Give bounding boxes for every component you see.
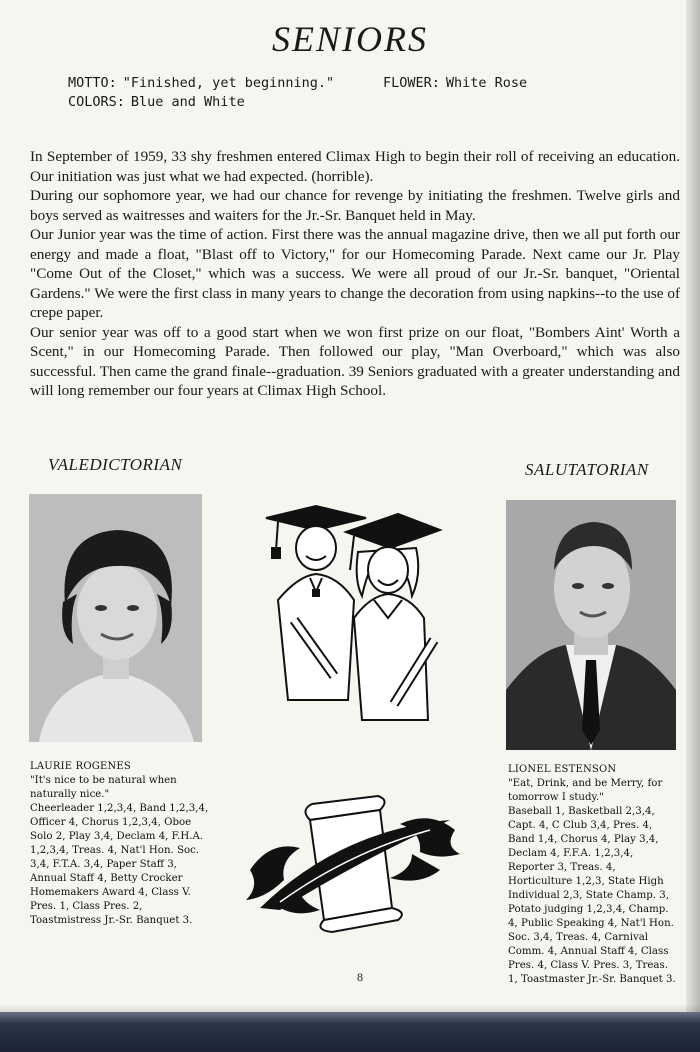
page-title: SENIORS (272, 19, 428, 59)
diploma-illustration (240, 790, 465, 940)
valedictorian-bio (30, 760, 210, 928)
class-history (30, 147, 680, 401)
colors-text: Blue and White (130, 94, 245, 110)
history-paragraph: Our senior year was off to a good start when we won first prize on our float, "Bombers Aint' Worth a Scent," in our Homecoming Parade. Then followed our play, "Man Overboard," which was also successful. Then came the grand finale--graduation. 39 Seniors graduated with a greater understanding and will long remember our four years at Climax High School. (30, 323, 680, 399)
motto-label: MOTTO: (68, 75, 117, 91)
motto (68, 74, 383, 93)
salutatorian-activities: Baseball 1, Basketball 2,3,4, Capt. 4, C Club 3,4, Pres. 4, Band 1,4, Chorus 4, Play 3,4, Declam 4, F.F.A. 1,2,3,4, Reporter 3, Treas. 4, Horticulture 1,2,3, State High Individual 2,3, State Champ. 3, Potato judging 1,2,3,4, Champ. 4, Public Speaking 4, Nat'l Hon. Soc. 3,4, Treas. 4, Carnival Comm. 4, Annual Staff 4, Class Pres. 4, Class V. Pres. 3, Treas. 1, Toastmaster Jr.-Sr. Banquet 3. (508, 806, 676, 985)
salutatorian-quote: "Eat, Drink, and be Merry, for tomorrow I study." (508, 778, 663, 803)
page-number: 8 (357, 970, 363, 984)
motto-row (68, 74, 628, 93)
salutatorian-bio (508, 763, 680, 987)
salutatorian-name: LIONEL ESTENSON (508, 764, 617, 775)
portrait-girl-icon (29, 494, 202, 742)
valedictorian-quote: "It's nice to be natural when naturally nice." (30, 775, 177, 800)
diploma-quill-icon (240, 790, 465, 940)
motto-text: "Finished, yet beginning." (122, 75, 335, 91)
valedictorian-heading: VALEDICTORIAN (48, 455, 183, 474)
flower-text: White Rose (445, 75, 528, 91)
graduates-icon (258, 500, 458, 730)
colors-label: COLORS: (68, 94, 125, 110)
class-info (68, 74, 628, 112)
colors (68, 93, 628, 112)
history-paragraph: During our sophomore year, we had our chance for revenge by initiating the freshmen. Twelve girls and boys served as waitresses and waiters for the Jr.-Sr. Banquet held in May. (30, 187, 680, 224)
history-paragraph: Our Junior year was the time of action. First there was the annual magazine drive, then we all put forth our energy and made a float, "Blast off to Victory," for our Homecoming Parade. Next came our Jr. Play "Come Out of the Closet," which was a success. We were all proud of our Jr.-Sr. banquet, "Oriental Gardens." We were the first class in many years to change the decoration from using napkins--to the use of crepe paper. (30, 226, 680, 321)
portrait-boy-icon (506, 500, 676, 750)
valedictorian-activities: Cheerleader 1,2,3,4, Band 1,2,3,4, Officer 4, Chorus 1,2,3,4, Oboe Solo 2, Play 3,4, Declam 4, F.H.A. 1,2,3,4, Treas. 4, Nat'l Hon. Soc. 3,4, F.T.A. 3,4, Paper Staff 3, Annual Staff 4, Betty Crocker Homemakers Award 4, Class V. Pres. 1, Class Pres. 2, Toastmistress Jr.-Sr. Banquet 3. (30, 803, 209, 926)
salutatorian-heading: SALUTATORIAN (525, 460, 649, 479)
graduates-illustration (258, 500, 458, 730)
salutatorian-portrait (506, 500, 676, 750)
valedictorian-name: LAURIE ROGENES (30, 761, 131, 772)
flower-label: FLOWER: (383, 75, 440, 91)
book-binding (0, 1012, 700, 1052)
valedictorian-portrait (29, 494, 202, 742)
flower (383, 74, 527, 93)
history-paragraph: In September of 1959, 33 shy freshmen entered Climax High to begin their roll of receiving an education. Our initiation was just what we had expected. (horrible). (30, 148, 680, 185)
page-edge (686, 0, 700, 1052)
